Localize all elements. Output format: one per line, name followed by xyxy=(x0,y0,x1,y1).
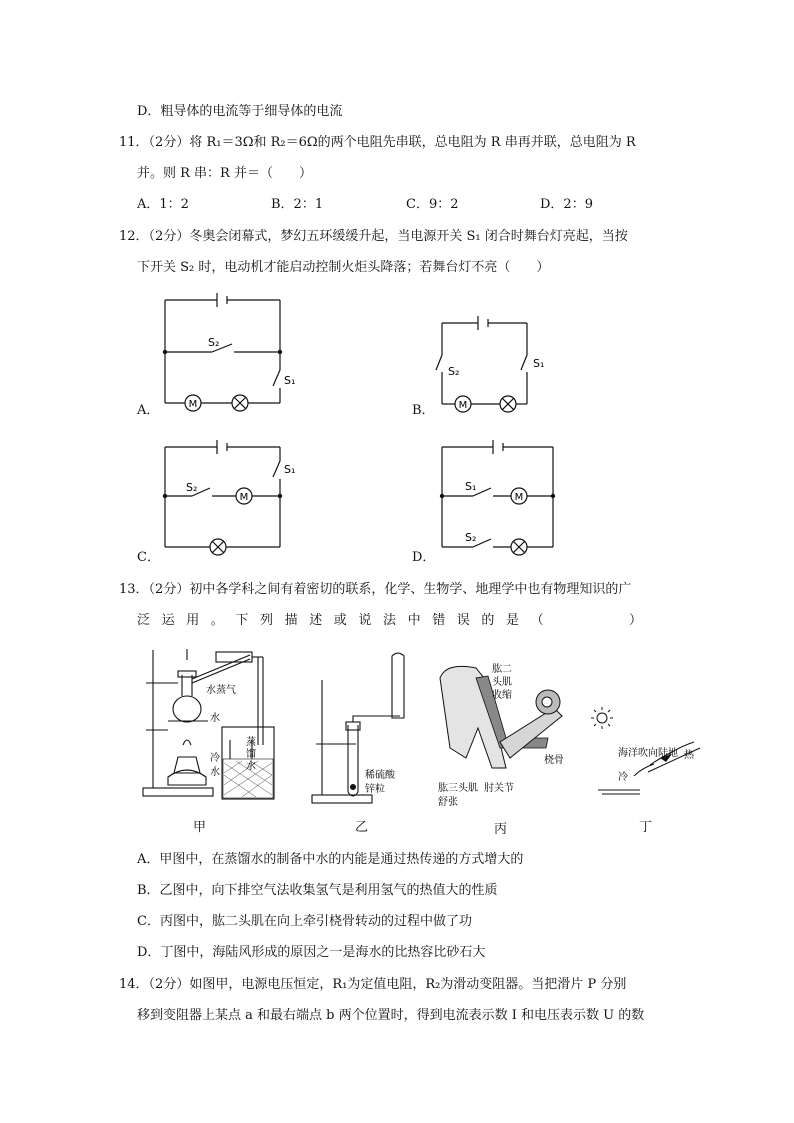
distillation-figure xyxy=(138,645,278,805)
svg-text:冷: 冷 xyxy=(210,753,220,764)
svg-text:S₁: S₁ xyxy=(284,463,296,476)
arm-muscle-figure xyxy=(436,658,586,818)
motor-label: M xyxy=(188,399,198,410)
svg-text:水: 水 xyxy=(210,767,220,778)
hydrogen-figure xyxy=(308,650,428,805)
svg-text:稀硫酸: 稀硫酸 xyxy=(365,770,395,781)
q14-stem-line2: 移到变阻器上某点 a 和最右端点 b 两个位置时，得到电流表示数 I 和电压表示数 U 的数 xyxy=(137,1008,645,1023)
q13-stem-line1: 13．（2分）初中各学科之间有着密切的联系，化学、生物学、地理学中也有物理知识的广 xyxy=(119,582,632,597)
fig-ding-label: 丁 xyxy=(639,820,653,835)
svg-text:M: M xyxy=(239,492,249,503)
fig-jia-label: 甲 xyxy=(193,820,207,835)
s2-label: S₂ xyxy=(208,336,220,349)
q11-option-a: A．1：2 xyxy=(137,197,189,212)
svg-text:头肌: 头肌 xyxy=(492,677,512,688)
s1-label: S₁ xyxy=(284,374,296,387)
svg-text:舒张: 舒张 xyxy=(438,797,458,808)
q14-stem-line1: 14．（2分）如图甲，电源电压恒定，R₁为定值电阻，R₂为滑动变阻器。当把滑片 P 分别 xyxy=(119,977,627,992)
svg-text:蒸: 蒸 xyxy=(246,737,256,748)
sea-breeze-figure xyxy=(590,700,700,800)
svg-text:肱三头肌: 肱三头肌 xyxy=(438,783,478,794)
q11-option-c: C．9：2 xyxy=(406,197,459,212)
circuit-diagram-a xyxy=(160,290,296,415)
svg-text:桡骨: 桡骨 xyxy=(544,755,564,766)
q12-label-c: C． xyxy=(137,550,160,565)
q11-stem-line1: 11．（2分）将 R₁＝3Ω和 R₂＝6Ω的两个电阻先串联，总电阻为 R 串再并联，总电阻为 R xyxy=(119,135,636,150)
svg-text:肘关节: 肘关节 xyxy=(484,783,514,794)
fig-bing-label: 丙 xyxy=(494,822,508,837)
q13-option-a: A．甲图中，在蒸馏水的制备中水的内能是通过热传递的方式增大的 xyxy=(137,852,524,867)
svg-text:S₁: S₁ xyxy=(465,480,477,493)
svg-text:热: 热 xyxy=(684,750,694,761)
svg-text:冷: 冷 xyxy=(618,772,628,783)
svg-text:水: 水 xyxy=(210,713,220,724)
q11-stem-line2: 并。则 R 串：R 并＝（ ） xyxy=(137,166,312,181)
svg-text:海洋吹向陆地: 海洋吹向陆地 xyxy=(618,748,678,759)
q12-label-d: D． xyxy=(412,550,436,565)
svg-text:S₁: S₁ xyxy=(533,357,545,370)
q11-option-d: D．2：9 xyxy=(540,197,593,212)
q12-label-b: B． xyxy=(412,403,435,418)
circuit-diagram-b xyxy=(432,315,557,415)
svg-text:肱二: 肱二 xyxy=(492,664,512,675)
fig-yi-label: 乙 xyxy=(355,820,369,835)
svg-text:S₂: S₂ xyxy=(448,365,460,378)
q13-option-d: D．丁图中，海陆风形成的原因之一是海水的比热容比砂石大 xyxy=(137,945,486,960)
q13-stem-line2: 泛运用。下列描述或说法中错误的是（ ） xyxy=(137,613,654,628)
q12-stem-line2: 下开关 S₂ 时，电动机才能启动控制火炬头降落；若舞台灯不亮（ ） xyxy=(137,260,550,275)
q10-option-d: D．粗导体的电流等于细导体的电流 xyxy=(137,104,343,119)
q12-label-a: A． xyxy=(137,403,160,418)
svg-text:M: M xyxy=(514,492,524,503)
svg-text:锌粒: 锌粒 xyxy=(365,784,385,795)
svg-text:水: 水 xyxy=(246,761,256,772)
q12-stem-line1: 12．（2分）冬奥会闭幕式，梦幻五环缓缓升起，当电源开关 S₁ 闭合时舞台灯亮起，当按 xyxy=(119,229,628,244)
q11-option-b: B．2：1 xyxy=(271,197,324,212)
svg-text:馏: 馏 xyxy=(246,749,256,760)
circuit-diagram-d xyxy=(435,437,565,562)
svg-text:M: M xyxy=(458,400,468,411)
svg-text:收缩: 收缩 xyxy=(492,690,512,701)
svg-text:S₂: S₂ xyxy=(465,531,477,544)
svg-text:S₂: S₂ xyxy=(186,481,198,494)
svg-text:水蒸气: 水蒸气 xyxy=(206,685,236,696)
circuit-diagram-c xyxy=(160,437,300,562)
q13-option-c: C．丙图中，肱二头肌在向上牵引桡骨转动的过程中做了功 xyxy=(137,914,472,929)
q13-option-b: B．乙图中，向下排空气法收集氢气是利用氢气的热值大的性质 xyxy=(137,883,498,898)
